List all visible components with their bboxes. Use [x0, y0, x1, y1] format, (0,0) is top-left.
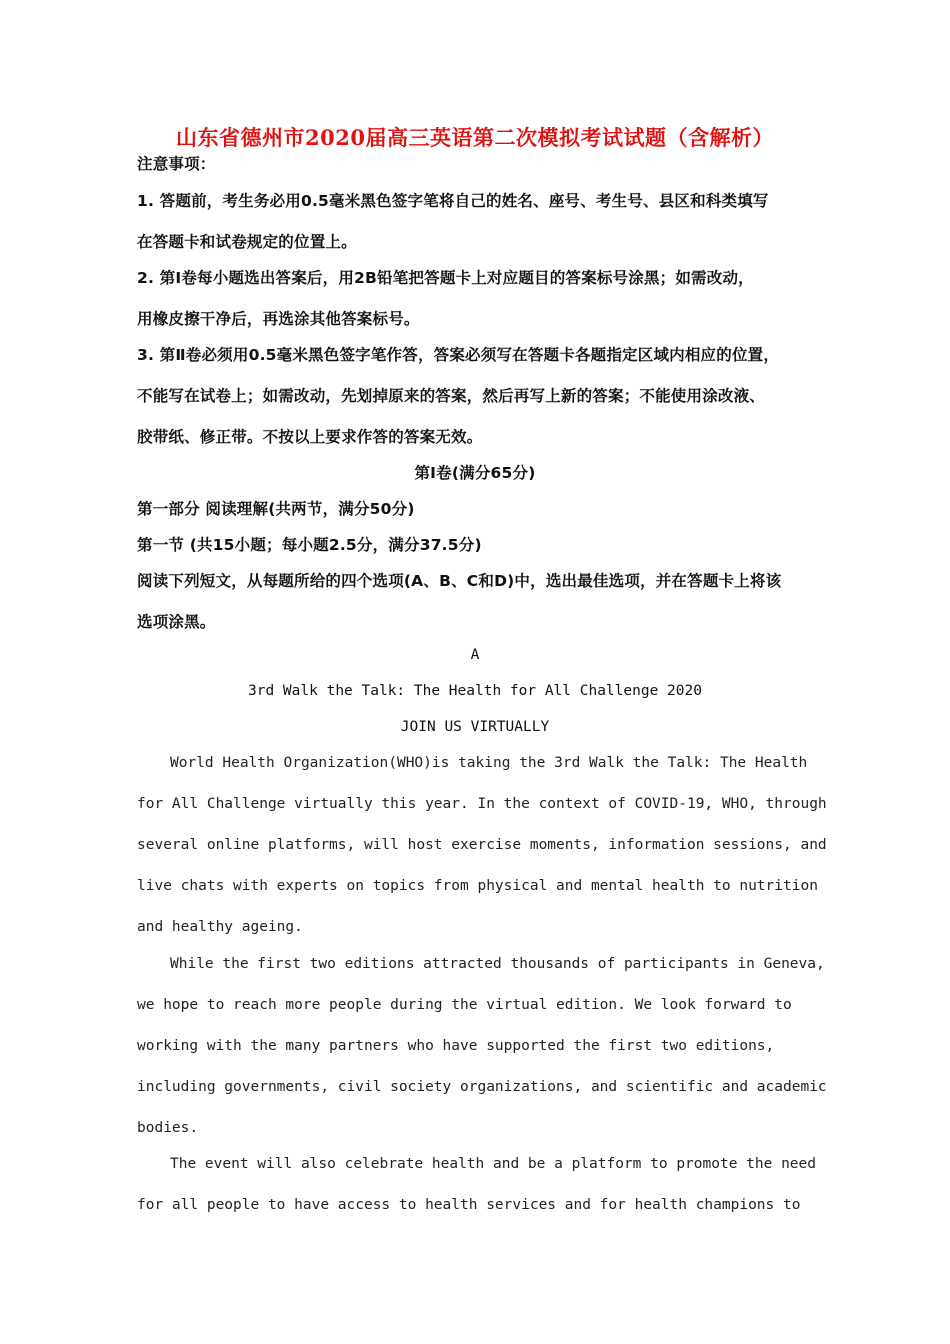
instructions-line: 阅读下列短文，从每题所给的四个选项(A、B、C和D)中，选出最佳选项，并在答题卡上将该: [137, 572, 782, 590]
notice-line: 2. 第Ⅰ卷每小题选出答案后，用2B铅笔把答题卡上对应题目的答案标号涂黑；如需改动，: [137, 269, 754, 287]
notice-line: 3. 第Ⅱ卷必须用0.5毫米黑色签字笔作答，答案必须写在答题卡各题指定区域内相应的位置，: [137, 346, 780, 364]
passage-subheading: JOIN US VIRTUALLY: [400, 719, 550, 735]
notice-line: 在答题卡和试卷规定的位置上。: [137, 233, 357, 251]
passage-line: we hope to reach more people during the virtual edition. We look forward to: [137, 997, 792, 1013]
passage-line: World Health Organization(WHO)is taking the 3rd Walk the Talk: The Health: [170, 755, 808, 771]
passage-line: live chats with experts on topics from physical and mental health to nutrition: [137, 878, 818, 894]
volume-heading: 第Ⅰ卷(满分65分): [414, 464, 536, 482]
notice-line: 不能写在试卷上；如需改动，先划掉原来的答案，然后再写上新的答案；不能使用涂改液、: [137, 387, 766, 405]
notice-heading: 注意事项：: [137, 155, 216, 173]
instructions-line: 选项涂黑。: [137, 613, 216, 631]
passage-line: working with the many partners who have supported the first two editions,: [137, 1038, 775, 1054]
passage-heading: 3rd Walk the Talk: The Health for All Challenge 2020: [248, 683, 702, 699]
passage-line: and healthy ageing.: [137, 919, 303, 935]
passage-line: The event will also celebrate health and be a platform to promote the need: [170, 1156, 817, 1172]
subsection-heading: 第一节 (共15小题；每小题2.5分，满分37.5分): [137, 536, 482, 554]
part-heading: 第一部分 阅读理解(共两节，满分50分): [137, 500, 415, 518]
notice-line: 1. 答题前，考生务必用0.5毫米黑色签字笔将自己的姓名、座号、考生号、县区和科类填写: [137, 192, 769, 210]
passage-line: bodies.: [137, 1120, 199, 1136]
passage-line: for All Challenge virtually this year. In the context of COVID-19, WHO, through: [137, 796, 827, 812]
passage-line: several online platforms, will host exercise moments, information sessions, and: [137, 837, 827, 853]
passage-line: While the first two editions attracted thousands of participants in Geneva,: [170, 956, 825, 972]
passage-line: including governments, civil society organizations, and scientific and academic: [137, 1079, 827, 1095]
notice-line: 用橡皮擦干净后，再选涂其他答案标号。: [137, 310, 420, 328]
document-title: 山东省德州市2020届高三英语第二次模拟考试试题（含解析）: [176, 125, 774, 150]
passage-letter: A: [470, 647, 480, 663]
passage-line: for all people to have access to health services and for health champions to: [137, 1197, 801, 1213]
notice-line: 胶带纸、修正带。不按以上要求作答的答案无效。: [137, 428, 483, 446]
